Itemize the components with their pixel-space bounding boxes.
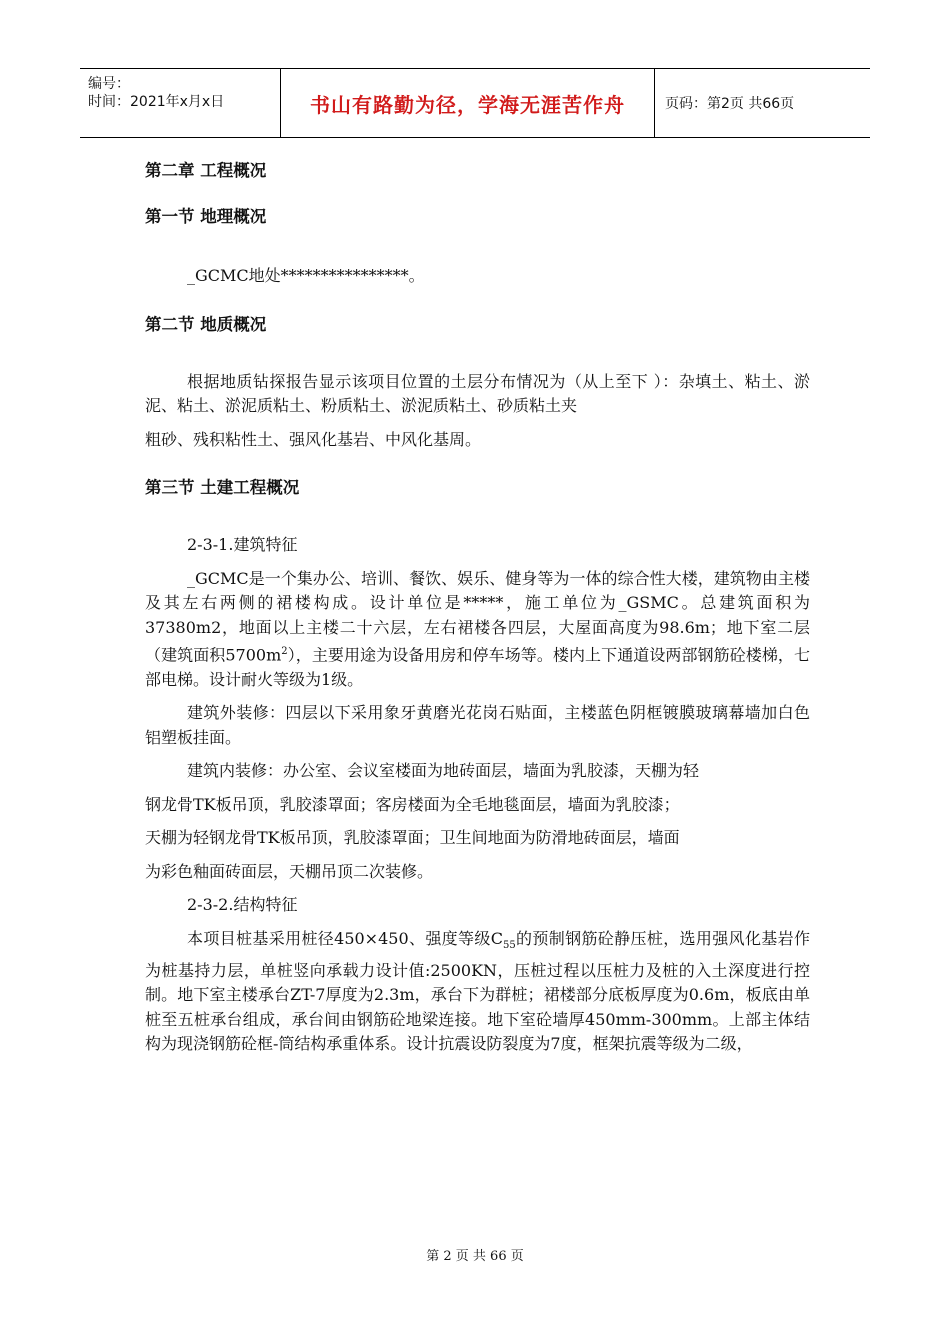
header-page-code-cell xyxy=(655,69,870,137)
area-unit-superscript: 2 xyxy=(281,646,288,657)
section1-title: 第一节 地理概况 xyxy=(145,207,267,226)
exterior-decoration-paragraph: 建筑外装修：四层以下采用象牙黄磨光花岗石贴面，主楼蓝色阴框镀膜玻璃幕墙加白色铝塑板挂面。 xyxy=(145,703,810,747)
section2-paragraph-1: 根据地质钻探报告显示该项目位置的土层分布情况为（从上至下 ）：杂填土、粘土、淤泥、粘土、淤泥质粘土、粉质粘土、淤泥质粘土、砂质粘土夹 xyxy=(145,371,810,415)
subsection-3-1-title: 2-3-1.建筑特征 xyxy=(187,535,298,554)
building-features-text-b: ），主要用途为设备用房和停车场等。楼内上下通道设两部钢筋砼楼梯，七部电梯。设计耐火等级为1级。 xyxy=(145,645,810,689)
building-features-text-a: _GCMC是一个集办公、培训、餐饮、娱乐、健身等为一体的综合性大楼，建筑物由主楼及其左右两侧的裙楼构成。设计单位是*****，施工单位为_GSMC。总建筑面积为37380m2，地面以上主楼二十六层，左右裙楼各四层，大屋面高度为98.6m；地下室二层（建筑面积5700m xyxy=(145,568,810,665)
section2-title: 第二节 地质概况 xyxy=(145,314,267,334)
document-body xyxy=(145,158,810,1057)
page-header xyxy=(80,68,870,138)
section2-paragraph-2: 粗砂、残积粘性土、强风化基岩、中风化基周。 xyxy=(145,429,482,449)
page-footer: 第 2 页 共 66 页 xyxy=(426,1249,524,1264)
structure-features-paragraph xyxy=(145,927,810,1057)
subsection-3-2-title: 2-3-2.结构特征 xyxy=(187,895,298,915)
document-date: 时间：2021年x月x日 xyxy=(88,94,225,110)
section3-title: 第三节 土建工程概况 xyxy=(145,478,300,497)
chapter-title: 第二章 工程概况 xyxy=(145,161,267,180)
structure-features-text-a: 本项目桩基采用桩径450×450、强度等级C xyxy=(187,928,503,948)
interior-decoration-paragraph-1: 建筑内装修：办公室、会议室楼面为地砖面层，墙面为乳胶漆，天棚为轻 xyxy=(187,761,700,781)
section1-text: _GCMC地处****************。 xyxy=(187,266,425,285)
interior-decoration-paragraph-3: 天棚为轻钢龙骨TK板吊顶，乳胶漆罩面；卫生间地面为防滑地砖面层，墙面 xyxy=(145,828,680,848)
document-number: 编号： xyxy=(88,76,130,92)
header-motto: 书山有路勤为径，学海无涯苦作舟 xyxy=(310,92,625,117)
interior-decoration-paragraph-4: 为彩色釉面砖面层，天棚吊顶二次装修。 xyxy=(145,861,434,881)
structure-features-text-b: 的预制钢筋砼静压桩，选用强风化基岩作为桩基持力层，单桩竖向承载力设计值:2500KN，压桩过程以压桩力及桩的入土深度进行控制。地下室主楼承台ZT-7厚度为2.3m，承台下为群桩；裙楼部分底板厚度为0.6m，板底由单桩至五桩承台组成，承台间由钢筋砼地梁连接。地下室砼墙厚450mm-300mm。上部主体结构为现浇钢筋砼框-筒结构承重体系。设计抗震设防裂度为7度，框架抗震等级为二级， xyxy=(145,928,810,1054)
header-page-code: 页码：第2页 共66页 xyxy=(665,96,795,112)
header-motto-cell xyxy=(281,69,655,137)
building-features-paragraph xyxy=(145,567,810,693)
interior-decoration-paragraph-2: 钢龙骨TK板吊顶，乳胶漆罩面；客房楼面为全毛地毯面层，墙面为乳胶漆； xyxy=(145,794,680,814)
concrete-grade-subscript: 55 xyxy=(502,940,516,952)
header-meta xyxy=(80,69,281,137)
